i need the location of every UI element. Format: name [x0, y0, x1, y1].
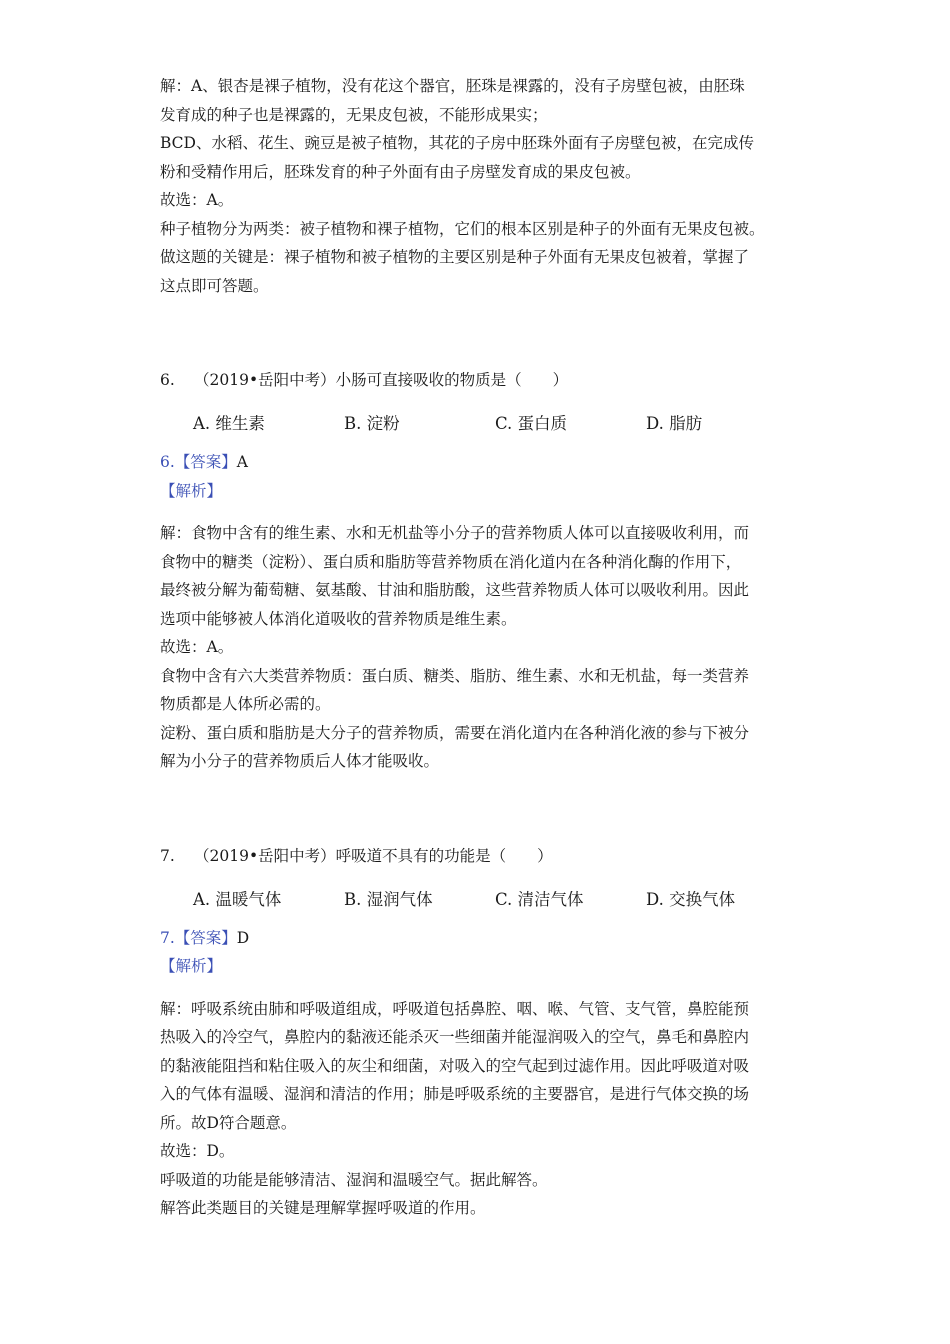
analysis-line: 解：呼吸系统由肺和呼吸道组成，呼吸道包括鼻腔、咽、喉、气管、支气管，鼻腔能预: [160, 999, 750, 1018]
option-a: A. 维生素: [193, 414, 265, 433]
analysis-line: 故选：D。: [160, 1142, 235, 1160]
question-6: [160, 366, 800, 776]
option-c: C. 蛋白质: [495, 414, 568, 433]
analysis-line: 呼吸道的功能是能够清洁、湿润和温暖空气。据此解答。: [160, 1170, 548, 1189]
solution-line: 解：A、银杏是裸子植物，没有花这个器官，胚珠是裸露的，没有子房壁包被，由胚珠: [160, 77, 745, 95]
options-row: [193, 886, 800, 910]
question-text: （2019•岳阳中考）呼吸道不具有的功能是（ ）: [194, 846, 553, 865]
analysis-line: 解：食物中含有的维生素、水和无机盐等小分子的营养物质人体可以直接吸收利用，而: [160, 524, 750, 542]
option-d: D. 脂肪: [646, 414, 703, 433]
solution-line: BCD、水稻、花生、豌豆是被子植物，其花的子房中胚珠外面有子房壁包被，在完成传: [160, 134, 754, 152]
answer-label: 7.【答案】: [160, 928, 237, 947]
analysis-line: 食物中的糖类（淀粉）、蛋白质和脂肪等营养物质在消化道内在各种消化酶的作用下，: [160, 552, 742, 571]
solution-line: 做这题的关键是：裸子植物和被子植物的主要区别是种子外面有无果皮包被着，掌握了: [160, 248, 750, 266]
analysis-line: 故选：A。: [160, 638, 234, 656]
question-text: （2019•岳阳中考）小肠可直接吸收的物质是（ ）: [194, 371, 569, 389]
option-d: D. 交换气体: [646, 889, 736, 909]
analysis-line: 食物中含有六大类营养物质：蛋白质、糖类、脂肪、维生素、水和无机盐，每一类营养: [160, 666, 750, 685]
solution-line: 种子植物分为两类：被子植物和裸子植物，它们的根本区别是种子的外面有无果皮包被。: [160, 219, 765, 238]
options-row: [193, 410, 800, 434]
option-c: C. 清洁气体: [495, 889, 584, 909]
analysis-label: 【解析】: [160, 957, 223, 975]
question-stem: [160, 366, 800, 394]
analysis-line: 最终被分解为葡萄糖、氨基酸、甘油和脂肪酸，这些营养物质人体可以吸收利用。因此: [160, 581, 750, 599]
analysis-line: 热吸入的冷空气，鼻腔内的黏液还能杀灭一些细菌并能湿润吸入的空气，鼻毛和鼻腔内: [160, 1028, 750, 1046]
question-number: 6.: [160, 371, 175, 389]
solution-line: 故选：A。: [160, 191, 234, 209]
previous-solution: [160, 72, 800, 300]
option-b: B. 淀粉: [344, 414, 400, 433]
analysis-body: [160, 995, 800, 1223]
analysis-line: 淀粉、蛋白质和脂肪是大分子的营养物质，需要在消化道内在各种消化液的参与下被分: [160, 723, 750, 742]
solution-line: 发育成的种子也是裸露的，无果皮包被，不能形成果实；: [160, 105, 548, 124]
answer-label: 6.【答案】: [160, 453, 237, 471]
question-stem: [160, 842, 800, 870]
analysis-line: 入的气体有温暖、湿润和清洁的作用；肺是呼吸系统的主要器官，是进行气体交换的场: [160, 1085, 750, 1103]
option-b: B. 湿润气体: [344, 889, 433, 909]
analysis-label: 【解析】: [160, 481, 223, 500]
analysis-line: 的黏液能阻挡和粘住吸入的灰尘和细菌，对吸入的空气起到过滤作用。因此呼吸道对吸: [160, 1056, 750, 1075]
question-7: [160, 842, 800, 1223]
analysis-line: 选项中能够被人体消化道吸收的营养物质是维生素。: [160, 609, 517, 628]
answer-line: [160, 924, 800, 953]
analysis-line: 物质都是人体所必需的。: [160, 695, 331, 713]
analysis-line: 所。故D符合题意。: [160, 1113, 297, 1132]
answer-line: [160, 448, 800, 477]
question-number: 7.: [160, 846, 175, 865]
answer-value: D: [236, 928, 250, 947]
analysis-line: 解答此类题目的关键是理解掌握呼吸道的作用。: [160, 1199, 486, 1217]
option-a: A. 温暖气体: [193, 889, 282, 909]
solution-line: 粉和受精作用后，胚珠发育的种子外面有由子房壁发育成的果皮包被。: [160, 162, 641, 181]
answer-value: A: [236, 453, 248, 471]
analysis-line: 解为小分子的营养物质后人体才能吸收。: [160, 752, 440, 770]
analysis-body: [160, 519, 800, 776]
solution-line: 这点即可答题。: [160, 276, 269, 295]
document-page: [160, 72, 800, 1223]
